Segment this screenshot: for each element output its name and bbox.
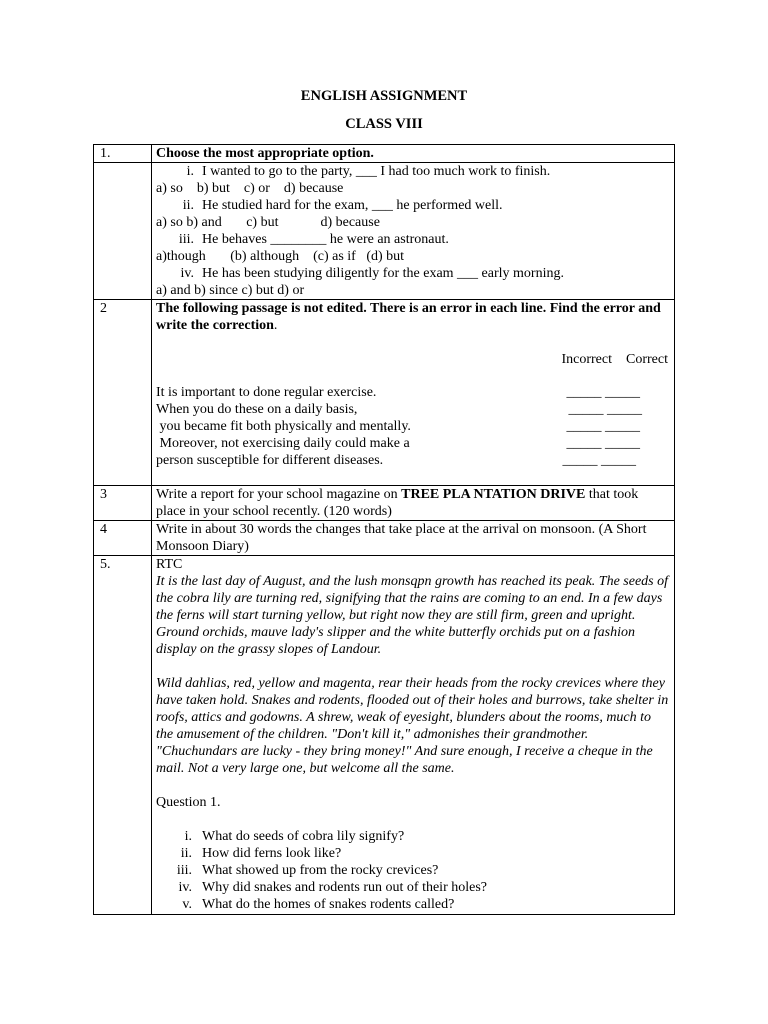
question-number: 3	[94, 486, 152, 521]
mcq-item	[156, 163, 670, 180]
item-numeral: iv.	[180, 266, 194, 281]
table-row	[94, 300, 675, 486]
options-text: a) and b) since c) but d) or	[156, 283, 305, 298]
rtc-label: RTC	[156, 557, 183, 572]
options-text: a)though (b) although (c) as if (d) but	[156, 249, 405, 264]
correct-header: Correct	[626, 352, 668, 367]
item-numeral: iv.	[178, 880, 192, 895]
question-text	[152, 486, 675, 521]
question-title-text: The following passage is not edited. There is an error in each line. Find the error and write the correction	[156, 301, 661, 333]
item-text: What do the homes of snakes rodents called?	[202, 897, 455, 912]
list-item	[156, 896, 670, 913]
document-title: ENGLISH ASSIGNMENT	[300, 88, 468, 104]
item-numeral: v.	[182, 897, 192, 912]
list-item	[156, 879, 670, 896]
table-row	[94, 145, 675, 163]
table-row	[94, 163, 675, 300]
item-text: What showed up from the rocky crevices?	[202, 863, 439, 878]
question-title	[156, 300, 670, 334]
line-text: Moreover, not exercising daily could make a	[156, 436, 410, 451]
rtc-cell	[152, 556, 675, 915]
answer-blanks: _____ _____	[566, 436, 640, 451]
item-text: He has been studying diligently for the exam ___ early morning.	[202, 266, 564, 281]
passage-paragraph: It is the last day of August, and the lush monsqpn growth has reached its peak. The seeds of the cobra lily are turning red, signifying that the rains are coming to an end. In a few days the ferns will start turning yellow, but right now they are still firm, green and upright. Ground orchids, mauve lady's slipper and the white butterfly orchids put on a fashion display on the grassy slopes of Landour.	[156, 574, 669, 657]
item-numeral: i.	[184, 829, 192, 844]
line-text: you became fit both physically and mentally.	[156, 419, 411, 434]
answer-blanks: _____ _____	[566, 419, 640, 434]
item-numeral: iii.	[176, 863, 192, 878]
list-item	[156, 845, 670, 862]
question-number: 4	[94, 521, 152, 556]
item-text: He behaves ________ he were an astronaut.	[202, 232, 449, 247]
list-item	[156, 862, 670, 879]
passage-paragraph: Wild dahlias, red, yellow and magenta, rear their heads from the rocky crevices where they have taken hold. Snakes and rodents, flooded out of their holes and burrows, take shelter in roofs, attics and godowns. A shrew, weak of eyesight, blunders about the rooms, much to the amusement of the children. "Don't kill it," admonishes their grandmother. "Chuchundars are lucky - they bring money!" And sure enough, I receive a cheque in the mail. Not a very large one, but welcome all the same.	[156, 676, 669, 776]
options-text: a) so b) and c) but d) because	[156, 215, 380, 230]
question-title: Choose the most appropriate option.	[152, 145, 675, 163]
text-part: that took place in your school recently. (120 words)	[156, 487, 639, 519]
incorrect-header: Incorrect	[561, 352, 613, 367]
mcq-options	[156, 180, 670, 197]
table-row	[94, 556, 675, 915]
answer-blanks: _____ _____	[562, 453, 636, 468]
table-row	[94, 486, 675, 521]
item-text: Why did snakes and rodents run out of their holes?	[202, 880, 487, 895]
question-number: 1.	[94, 145, 152, 163]
topic-bold: TREE PLA NTATION DRIVE	[401, 487, 586, 502]
passage-line	[156, 418, 670, 435]
line-text: person susceptible for different diseases.	[156, 453, 384, 468]
options-text: a) so b) but c) or d) because	[156, 181, 344, 196]
column-headers	[156, 351, 670, 368]
line-text: When you do these on a daily basis,	[156, 402, 358, 417]
title-period: .	[273, 318, 278, 333]
item-numeral: i.	[186, 164, 194, 179]
question-text: Write in about 30 words the changes that take place at the arrival on monsoon. (A Short Monsoon Diary)	[152, 521, 675, 556]
empty-cell	[94, 163, 152, 300]
assignment-table	[93, 144, 675, 915]
item-numeral: iii.	[178, 232, 194, 247]
mcq-item	[156, 231, 670, 248]
passage-line	[156, 401, 670, 418]
mcq-options	[156, 248, 670, 265]
question-number: 5.	[94, 556, 152, 915]
item-numeral: ii.	[180, 846, 192, 861]
mcq-list	[152, 163, 675, 300]
text-part: Write a report for your school magazine on	[156, 487, 402, 502]
table-row	[94, 521, 675, 556]
passage-line	[156, 384, 670, 401]
passage-line	[156, 452, 670, 469]
item-text: I wanted to go to the party, ___ I had too much work to finish.	[202, 164, 551, 179]
question-number: 2	[94, 300, 152, 486]
list-item	[156, 828, 670, 845]
item-numeral: ii.	[182, 198, 194, 213]
line-text: It is important to done regular exercise.	[156, 385, 377, 400]
answer-blanks: _____ _____	[568, 402, 642, 417]
mcq-item	[156, 197, 670, 214]
class-heading: CLASS VIII	[345, 116, 423, 132]
error-correction-cell	[152, 300, 675, 486]
answer-blanks: _____ _____	[566, 385, 640, 400]
item-text: What do seeds of cobra lily signify?	[202, 829, 405, 844]
mcq-item	[156, 265, 670, 282]
mcq-options	[156, 214, 670, 231]
item-text: How did ferns look like?	[202, 846, 342, 861]
mcq-options	[156, 282, 670, 299]
passage-line	[156, 435, 670, 452]
item-text: He studied hard for the exam, ___ he performed well.	[202, 198, 503, 213]
question-label: Question 1.	[156, 795, 221, 810]
